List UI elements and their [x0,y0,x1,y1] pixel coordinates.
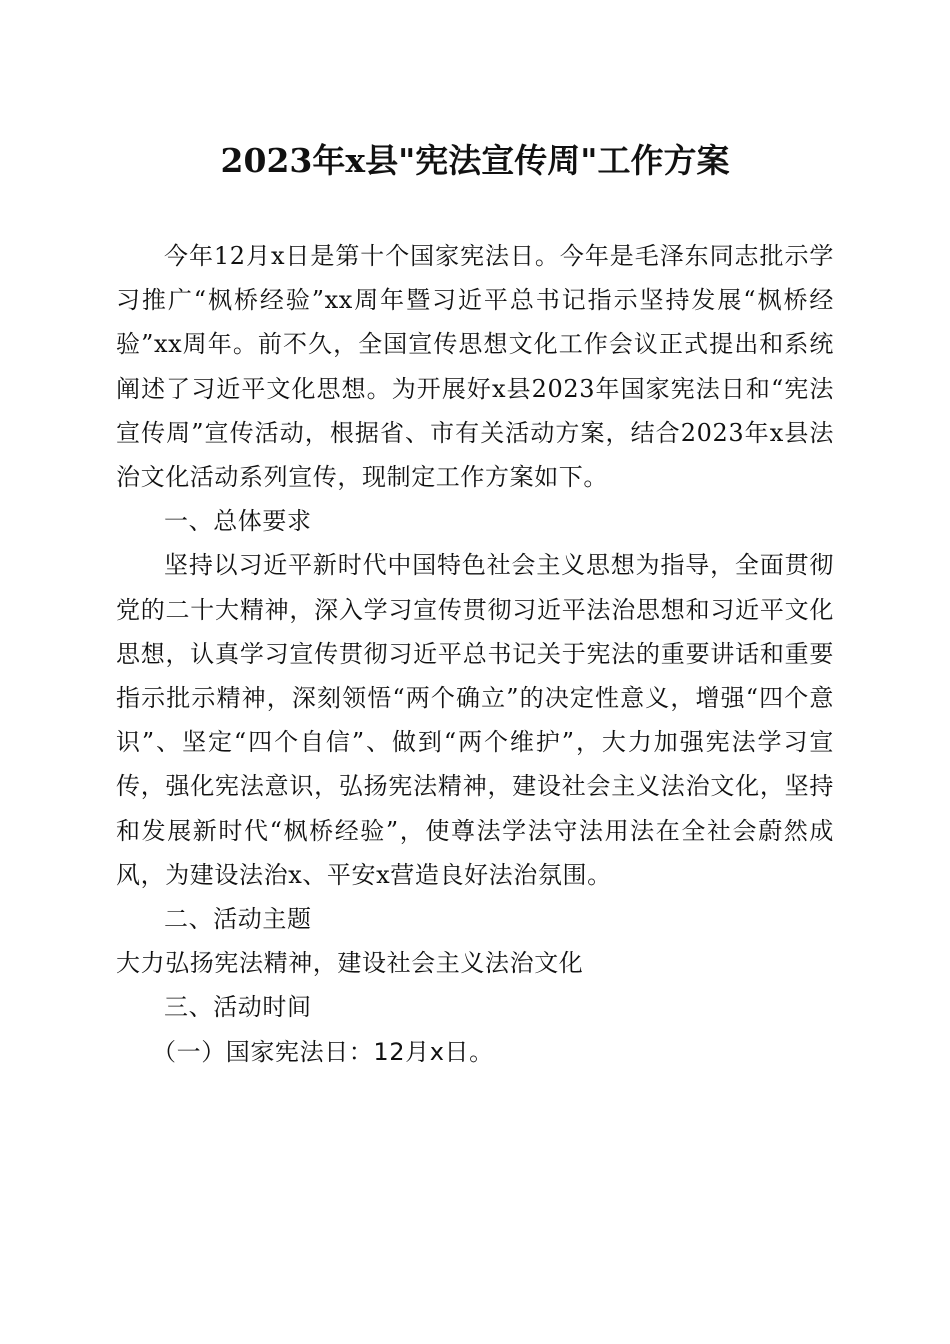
section-heading-activity-theme: 二、活动主题 [164,905,312,934]
activity-time-item: （一）国家宪法日：12月x日。 [152,1037,494,1066]
general-requirements-paragraph: 坚持以习近平新时代中国特色社会主义思想为指导，全面贯彻党的二十大精神，深入学习宣传贯彻习近平法治思想和习近平文化思想，认真学习宣传贯彻习近平总书记关于宪法的重要讲话和重要指示批示精神，深刻领悟“两个确立”的决定性意义，增强“四个意识”、坚定“四个自信”、做到“两个维护”，大力加强宪法学习宣传，强化宪法意识，弘扬宪法精神，建设社会主义法治文化，坚持和发展新时代“枫桥经验”，使尊法学法守法用法在全社会蔚然成风，为建设法治x、平安x营造良好法治氛围。 [116,551,834,889]
document-title: 2023年x县"宪法宣传周"工作方案 [220,141,730,180]
intro-paragraph: 今年12月x日是第十个国家宪法日。今年是毛泽东同志批示学习推广“枫桥经验”xx周年暨习近平总书记指示坚持发展“枫桥经验”xx周年。前不久，全国宣传思想文化工作会议正式提出和系统阐述了习近平文化思想。为开展好x县2023年国家宪法日和“宪法宣传周”宣传活动，根据省、市有关活动方案，结合2023年x县法治文化活动系列宣传，现制定工作方案如下。 [116,242,834,492]
activity-theme-text: 大力弘扬宪法精神，建设社会主义法治文化 [116,949,584,978]
document-body [116,234,834,1074]
section-heading-activity-time: 三、活动时间 [164,993,312,1022]
section-heading-general-requirements: 一、总体要求 [164,507,312,536]
